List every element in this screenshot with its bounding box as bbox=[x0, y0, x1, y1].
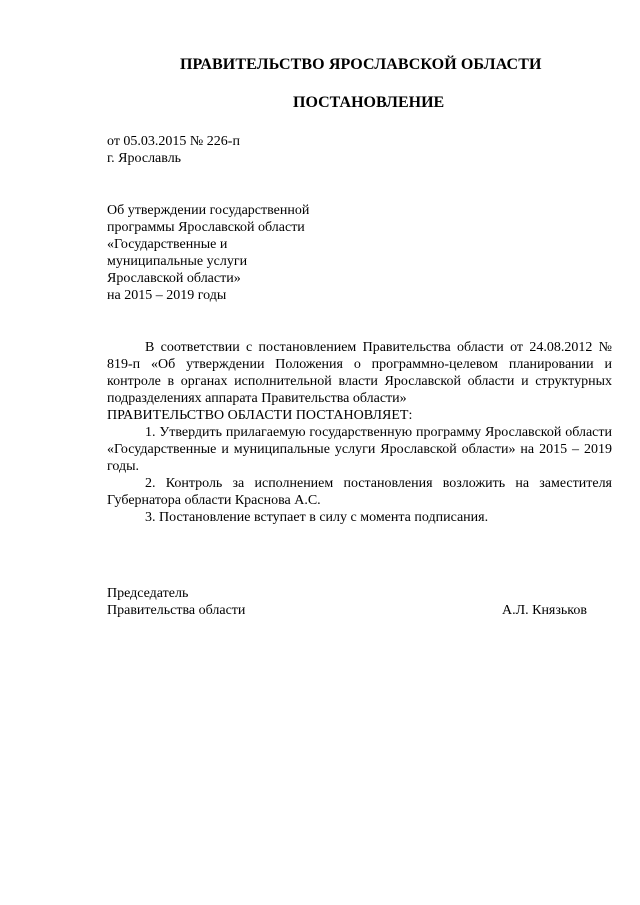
signature-row bbox=[107, 602, 587, 619]
resolution-item: 1. Утвердить прилагаемую государственную программу Ярославской области «Государственные и муниципальные услуги Ярославской области» на 2015 – 2019 годы. bbox=[107, 425, 612, 474]
signatory-name: А.Л. Князьков bbox=[502, 603, 587, 618]
subject-line: Ярославской области» bbox=[107, 271, 241, 286]
signatory-title-line1: Председатель bbox=[107, 586, 189, 601]
document-meta bbox=[107, 133, 240, 167]
resolution-item: 3. Постановление вступает в силу с момента подписания. bbox=[145, 510, 489, 525]
subject-line: Об утверждении государственной bbox=[107, 203, 310, 218]
preamble-paragraph: В соответствии с постановлением Правительства области от 24.08.2012 № 819-п «Об утверждении Положения о программно-целевом планировании и контроле в органах исполнительной власти Ярославской области и структурных подразделениях аппарата Правительства области» bbox=[107, 340, 612, 406]
subject-line: программы Ярославской области bbox=[107, 220, 305, 235]
document-body bbox=[107, 339, 612, 526]
signatory-title-line2: Правительства области bbox=[107, 603, 246, 618]
date-number: от 05.03.2015 № 226-п bbox=[107, 134, 240, 149]
subject-line: муниципальные услуги bbox=[107, 254, 248, 269]
city: г. Ярославль bbox=[107, 151, 182, 166]
subject-line: на 2015 – 2019 годы bbox=[107, 288, 227, 303]
document-type-title: ПОСТАНОВЛЕНИЕ bbox=[293, 94, 445, 111]
resolves-line: ПРАВИТЕЛЬСТВО ОБЛАСТИ ПОСТАНОВЛЯЕТ: bbox=[107, 408, 413, 423]
organization-title: ПРАВИТЕЛЬСТВО ЯРОСЛАВСКОЙ ОБЛАСТИ bbox=[180, 56, 542, 73]
resolution-item: 2. Контроль за исполнением постановления возложить на заместителя Губернатора области Краснова А.С. bbox=[107, 476, 612, 508]
signature-block bbox=[107, 585, 587, 619]
document-subject bbox=[107, 202, 309, 304]
subject-line: «Государственные и bbox=[107, 237, 228, 252]
